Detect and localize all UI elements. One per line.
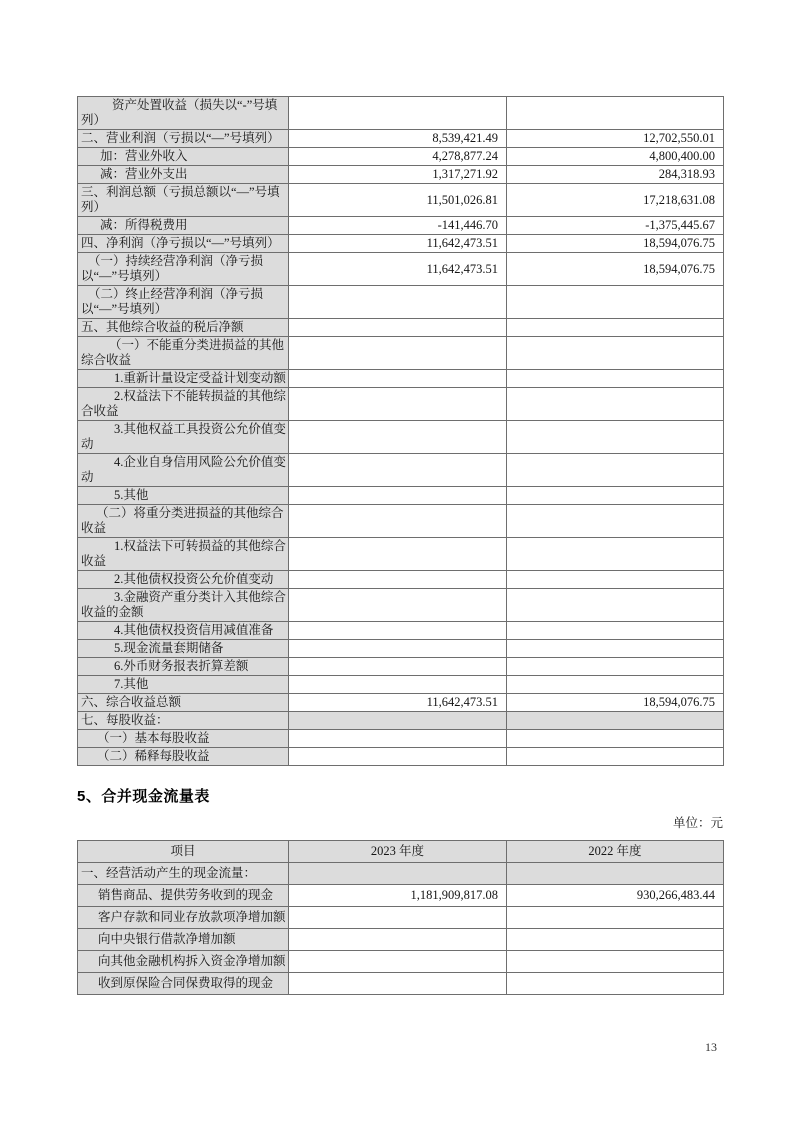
value-2023	[289, 712, 507, 730]
table-row	[78, 538, 724, 571]
page-content	[77, 96, 723, 995]
table-row	[78, 712, 724, 730]
value-2022: 4,800,400.00	[507, 148, 724, 166]
table-row	[78, 148, 724, 166]
row-label: （一）基本每股收益	[78, 730, 289, 748]
row-label: 7.其他	[78, 676, 289, 694]
value-2023: 11,501,026.81	[289, 184, 507, 217]
section-title-cash-flow-statement: 5、合并现金流量表	[77, 788, 210, 805]
value-2022	[507, 319, 724, 337]
cash-flow-header-row	[78, 841, 724, 863]
value-2023: 11,642,473.51	[289, 694, 507, 712]
column-header-2022: 2022 年度	[507, 841, 724, 863]
income-statement-table	[77, 96, 724, 766]
row-label: 2.权益法下不能转损益的其他综合收益	[78, 388, 289, 421]
table-row	[78, 640, 724, 658]
row-label: 5.现金流量套期储备	[78, 640, 289, 658]
value-2023	[289, 863, 507, 885]
value-2023	[289, 622, 507, 640]
row-label: （二）将重分类进损益的其他综合收益	[78, 505, 289, 538]
table-row	[78, 589, 724, 622]
value-2023	[289, 658, 507, 676]
value-2022	[507, 863, 724, 885]
row-label: 1.权益法下可转损益的其他综合收益	[78, 538, 289, 571]
value-2023	[289, 337, 507, 370]
table-row	[78, 487, 724, 505]
row-label: 2.其他债权投资公允价值变动	[78, 571, 289, 589]
table-row	[78, 319, 724, 337]
cash-flow-table	[77, 840, 724, 995]
value-2022	[507, 487, 724, 505]
table-row	[78, 622, 724, 640]
value-2022	[507, 286, 724, 319]
value-2023	[289, 505, 507, 538]
value-2022	[507, 370, 724, 388]
value-2023	[289, 97, 507, 130]
value-2022: 18,594,076.75	[507, 253, 724, 286]
row-label: 四、净利润（净亏损以“—”号填列）	[78, 235, 289, 253]
value-2023	[289, 487, 507, 505]
table-row	[78, 253, 724, 286]
row-label: （一）不能重分类进损益的其他综合收益	[78, 337, 289, 370]
column-header-2023: 2023 年度	[289, 841, 507, 863]
value-2023	[289, 748, 507, 766]
row-label: 向其他金融机构拆入资金净增加额	[78, 951, 289, 973]
value-2023	[289, 388, 507, 421]
value-2022	[507, 571, 724, 589]
value-2022	[507, 454, 724, 487]
value-2023	[289, 370, 507, 388]
value-2022	[507, 640, 724, 658]
value-2022: 17,218,631.08	[507, 184, 724, 217]
unit-label: 单位：元	[672, 816, 723, 830]
table-row	[78, 235, 724, 253]
table-row	[78, 370, 724, 388]
value-2022: 284,318.93	[507, 166, 724, 184]
cash-flow-rows	[78, 863, 724, 995]
row-label: 3.其他权益工具投资公允价值变动	[78, 421, 289, 454]
table-row	[78, 97, 724, 130]
table-row	[78, 973, 724, 995]
table-row	[78, 951, 724, 973]
value-2022	[507, 973, 724, 995]
row-label: 六、综合收益总额	[78, 694, 289, 712]
table-row	[78, 907, 724, 929]
value-2022	[507, 730, 724, 748]
value-2023	[289, 454, 507, 487]
table-row	[78, 337, 724, 370]
table-row	[78, 421, 724, 454]
value-2022	[507, 538, 724, 571]
row-label: 三、利润总额（亏损总额以“—”号填列）	[78, 184, 289, 217]
value-2022	[507, 505, 724, 538]
value-2023	[289, 589, 507, 622]
value-2022	[507, 658, 724, 676]
table-row	[78, 130, 724, 148]
row-label: （二）终止经营净利润（净亏损以“—”号填列）	[78, 286, 289, 319]
table-row	[78, 505, 724, 538]
value-2022	[507, 712, 724, 730]
table-row	[78, 676, 724, 694]
value-2022	[507, 676, 724, 694]
row-label: 4.企业自身信用风险公允价值变动	[78, 454, 289, 487]
table-row	[78, 166, 724, 184]
value-2023	[289, 286, 507, 319]
value-2022	[507, 951, 724, 973]
value-2023	[289, 571, 507, 589]
value-2022: 18,594,076.75	[507, 694, 724, 712]
row-label: 一、经营活动产生的现金流量：	[78, 863, 289, 885]
column-header-item: 项目	[78, 841, 289, 863]
table-row	[78, 388, 724, 421]
table-row	[78, 929, 724, 951]
value-2023	[289, 907, 507, 929]
row-label: 3.金融资产重分类计入其他综合收益的金额	[78, 589, 289, 622]
value-2022	[507, 388, 724, 421]
value-2023	[289, 538, 507, 571]
value-2023: 11,642,473.51	[289, 253, 507, 286]
row-label: 减：营业外支出	[78, 166, 289, 184]
row-label: 加：营业外收入	[78, 148, 289, 166]
value-2022	[507, 929, 724, 951]
table-row	[78, 885, 724, 907]
row-label: 减：所得税费用	[78, 217, 289, 235]
table-row	[78, 748, 724, 766]
value-2023	[289, 421, 507, 454]
value-2022: 18,594,076.75	[507, 235, 724, 253]
table-row	[78, 217, 724, 235]
value-2023: -141,446.70	[289, 217, 507, 235]
table-row	[78, 454, 724, 487]
table-row	[78, 286, 724, 319]
row-label: 二、营业利润（亏损以“—”号填列）	[78, 130, 289, 148]
table-row	[78, 658, 724, 676]
row-label: 向中央银行借款净增加额	[78, 929, 289, 951]
row-label: 销售商品、提供劳务收到的现金	[78, 885, 289, 907]
page-number: 13	[705, 1040, 717, 1054]
table-row	[78, 571, 724, 589]
value-2023	[289, 951, 507, 973]
value-2022: 12,702,550.01	[507, 130, 724, 148]
row-label: 资产处置收益（损失以“-”号填列）	[78, 97, 289, 130]
row-label: 五、其他综合收益的税后净额	[78, 319, 289, 337]
table-row	[78, 694, 724, 712]
value-2023	[289, 676, 507, 694]
value-2022	[507, 907, 724, 929]
value-2023	[289, 929, 507, 951]
value-2022	[507, 97, 724, 130]
value-2022	[507, 337, 724, 370]
row-label: 1.重新计量设定受益计划变动额	[78, 370, 289, 388]
value-2023	[289, 319, 507, 337]
value-2022	[507, 622, 724, 640]
value-2023: 4,278,877.24	[289, 148, 507, 166]
row-label: 收到原保险合同保费取得的现金	[78, 973, 289, 995]
row-label: （一）持续经营净利润（净亏损以“—”号填列）	[78, 253, 289, 286]
table-row	[78, 730, 724, 748]
value-2022	[507, 589, 724, 622]
value-2023: 1,317,271.92	[289, 166, 507, 184]
row-label: 客户存款和同业存放款项净增加额	[78, 907, 289, 929]
table-row	[78, 863, 724, 885]
row-label: 4.其他债权投资信用减值准备	[78, 622, 289, 640]
value-2022: 930,266,483.44	[507, 885, 724, 907]
value-2022	[507, 748, 724, 766]
value-2023: 11,642,473.51	[289, 235, 507, 253]
row-label: 6.外币财务报表折算差额	[78, 658, 289, 676]
row-label: 5.其他	[78, 487, 289, 505]
value-2022: -1,375,445.67	[507, 217, 724, 235]
income-statement-rows	[78, 97, 724, 766]
value-2023	[289, 973, 507, 995]
value-2023	[289, 730, 507, 748]
value-2023: 8,539,421.49	[289, 130, 507, 148]
value-2022	[507, 421, 724, 454]
row-label: 七、每股收益：	[78, 712, 289, 730]
value-2023	[289, 640, 507, 658]
value-2023: 1,181,909,817.08	[289, 885, 507, 907]
table-row	[78, 184, 724, 217]
row-label: （二）稀释每股收益	[78, 748, 289, 766]
